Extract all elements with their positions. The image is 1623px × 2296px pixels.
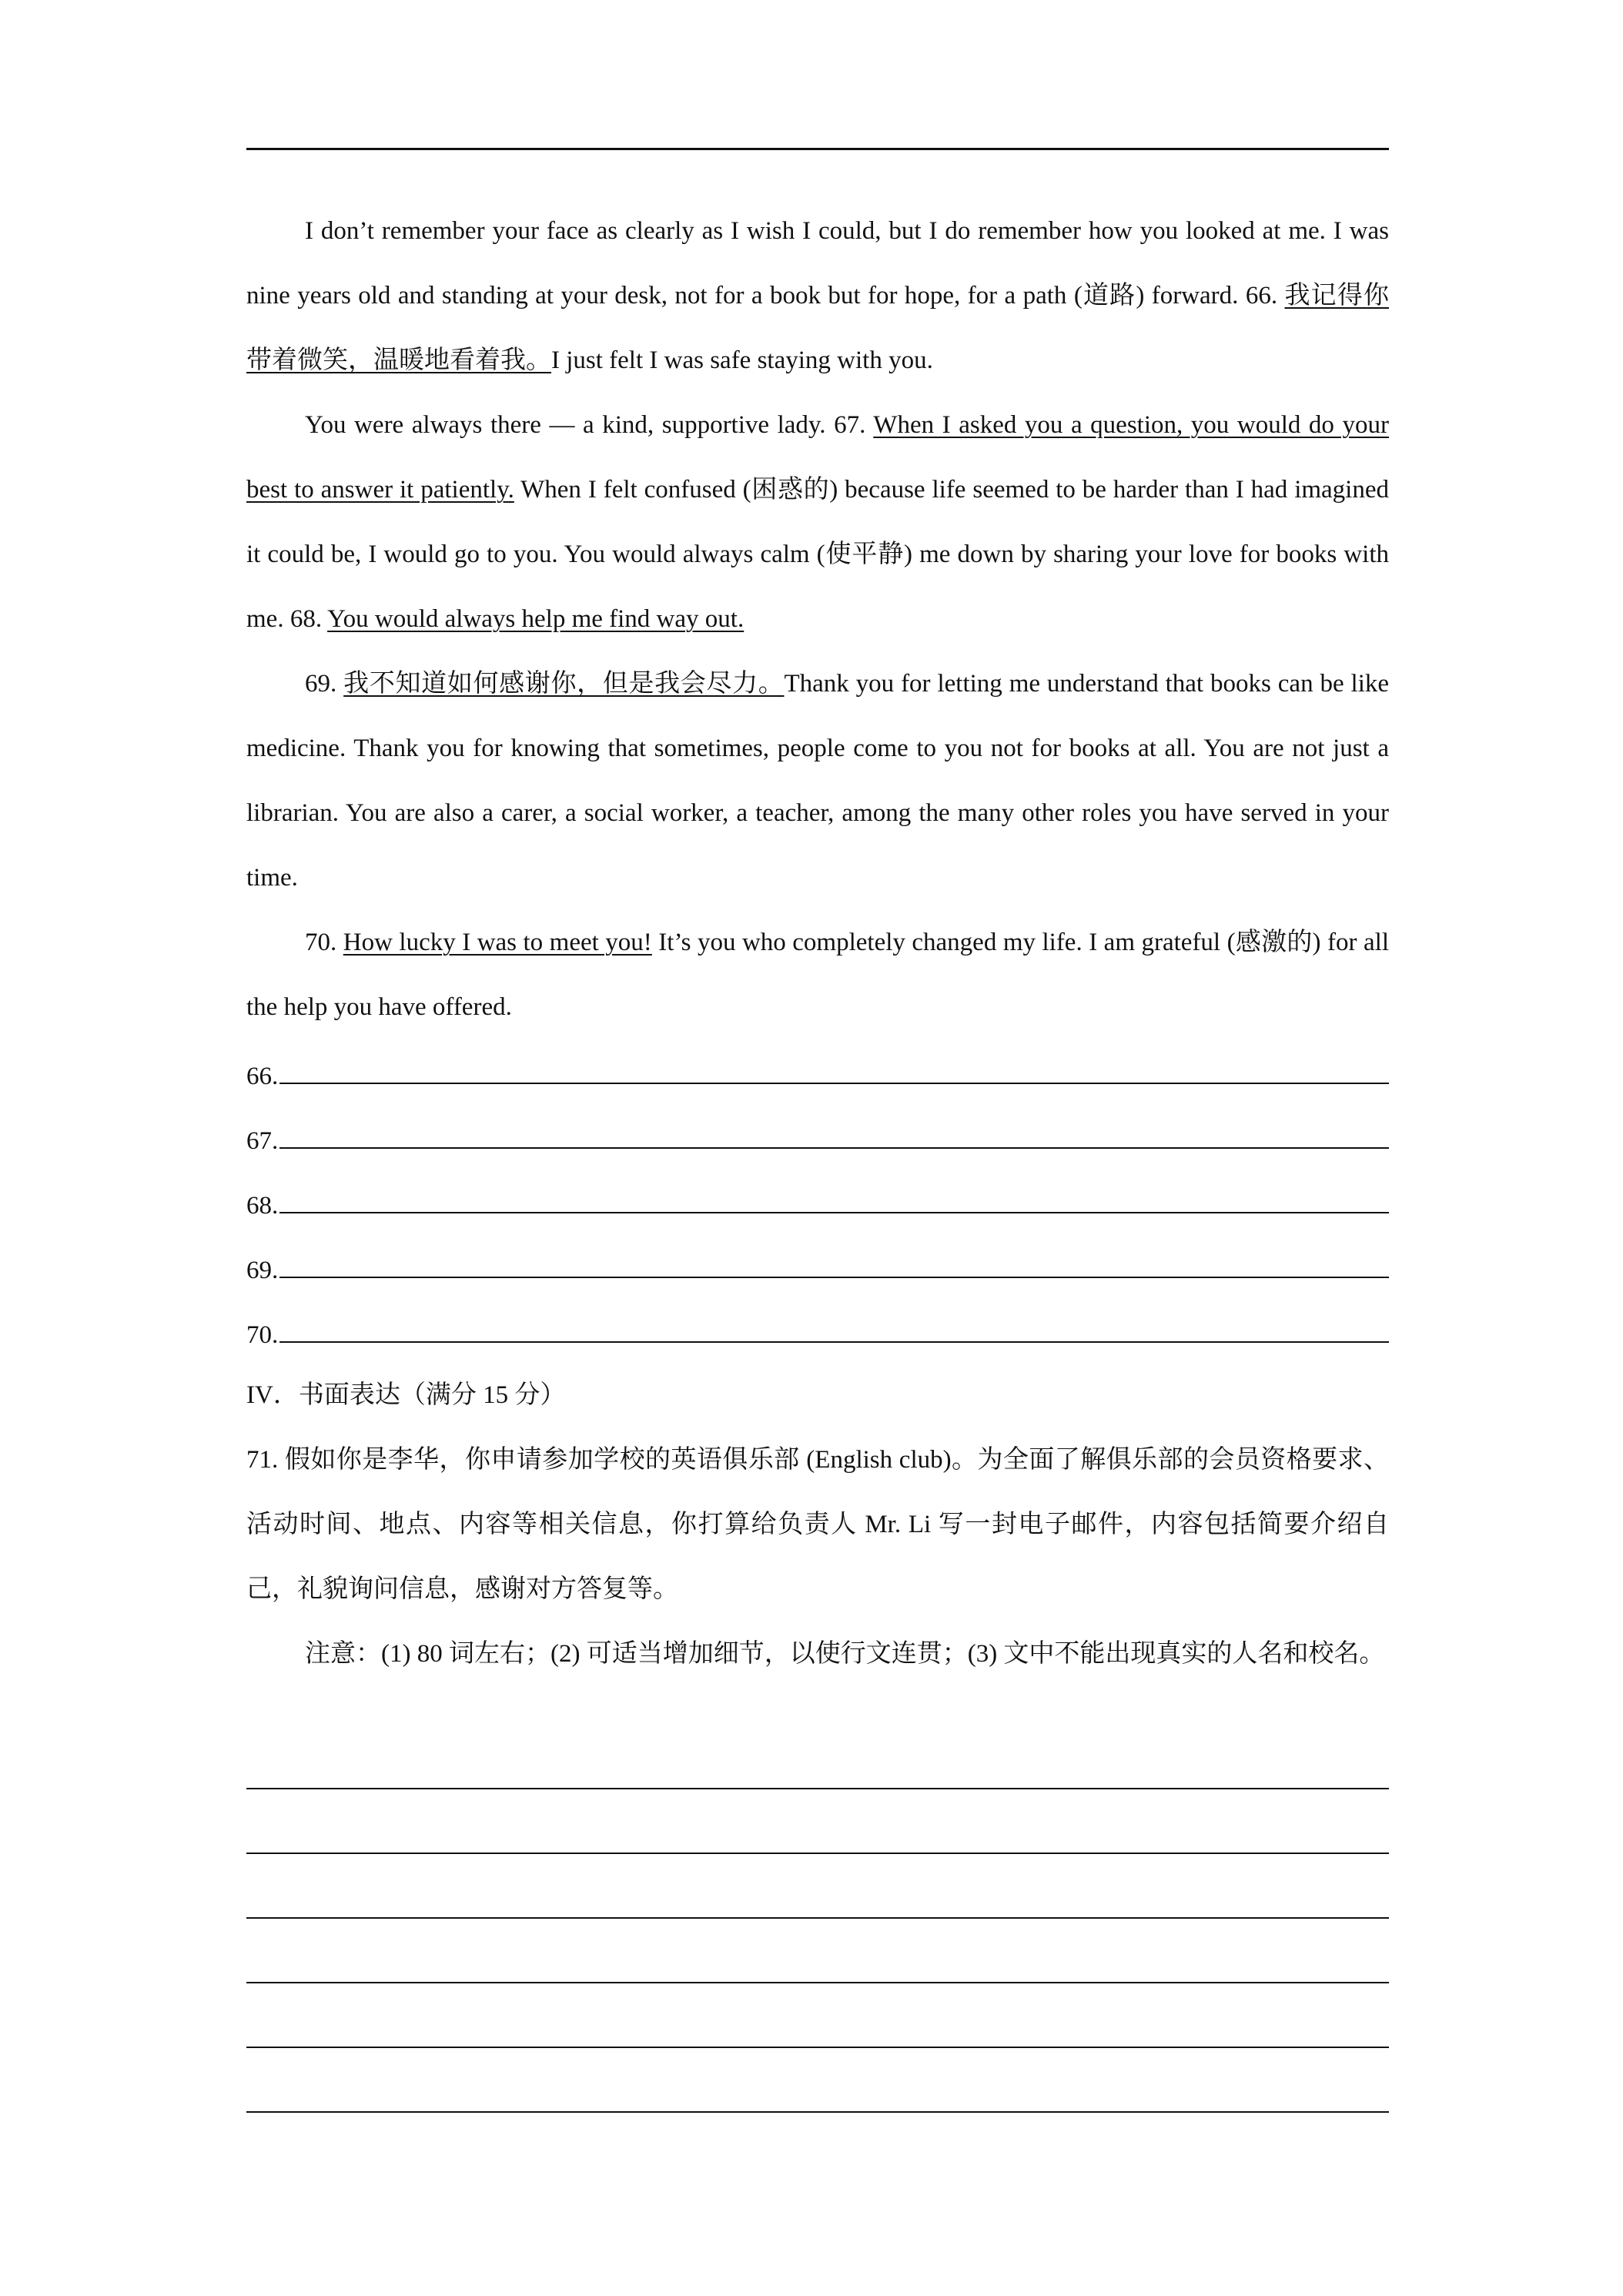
underlined-sentence-68: You would always help me find way out. [327,605,745,633]
writing-blank-line[interactable] [246,2111,1389,2113]
section-title-writing: IV．书面表达（满分 15 分） [246,1381,566,1409]
writing-prompt: 71. 假如你是李华，你申请参加学校的英语俱乐部 (English club)。为全面了解俱乐部的会员资格要求、活动时间、地点、内容等相关信息，你打算给负责人 Mr. Li 写一封电子邮件，内容包括简要介绍自己，礼貌询问信息，感谢对方答复等。 [246,1446,1389,1603]
underlined-sentence-69: 我不知道如何感谢你，但是我会尽力。 [343,670,785,698]
writing-blank-line[interactable] [246,1982,1389,1983]
writing-blank-line[interactable] [246,2047,1389,2048]
writing-blank-line[interactable] [246,1917,1389,1919]
writing-note: 注意：(1) 80 词左右；(2) 可适当增加细节，以使行文连贯；(3) 文中不能出现真实的人名和校名。 [305,1640,1385,1668]
p4-text-b: It’s you who completely changed my life. I am grateful (感激的) for all the help you have offered. [246,929,1389,1021]
answer-number: 68. [246,1192,279,1220]
answer-line-68[interactable] [246,1169,1389,1233]
underlined-sentence-66: 我记得你带着微笑，温暖地看着我。 [246,282,1389,374]
answer-number: 70. [246,1321,279,1349]
answer-line-69[interactable] [246,1233,1389,1298]
passage-paragraph-3 [246,651,1389,910]
underlined-sentence-67: When I asked you a question, you would do your best to answer it patiently. [246,411,1389,504]
p2-text-a: You were always there — a kind, supportive lady. 67. [305,411,874,439]
answer-blank[interactable] [279,1039,1389,1084]
passage-paragraph-2 [246,393,1389,651]
answer-line-70[interactable] [246,1298,1389,1363]
passage-paragraph-4 [246,910,1389,1039]
p1-text-a: I don’t remember your face as clearly as I wish I could, but I do remember how you looked at me. I was nine years old and standing at your desk, not for a book but for hope, for a path (道路) forward. 66. [246,217,1389,310]
answer-blank[interactable] [279,1298,1389,1343]
answer-line-66[interactable] [246,1039,1389,1104]
answer-number: 67. [246,1127,279,1155]
answer-number: 66. [246,1063,279,1090]
p3-text-a: 69. [305,670,344,698]
p2-text-b: When I felt confused (困惑的) because life seemed to be harder than I had imagined it could be, I would go to you. You would always calm (使平静) me down by sharing your love for books with me. 68. [246,476,1389,633]
writing-blank-line[interactable] [246,1788,1389,1789]
header-rule [246,148,1389,150]
p4-text-a: 70. [305,929,343,956]
answer-blank[interactable] [279,1233,1389,1278]
p1-text-b: I just felt I was safe staying with you. [551,346,933,374]
p3-text-b: Thank you for letting me understand that books can be like medicine. Thank you for knowing that sometimes, people come to you not for books at all. You are not just a librarian. You are also a carer, a social worker, a teacher, among the many other roles you have served in your time. [246,670,1390,892]
passage-paragraph-1 [246,199,1389,393]
answer-blank[interactable] [279,1169,1389,1213]
underlined-sentence-70: How lucky I was to meet you! [343,929,652,956]
answer-blank[interactable] [279,1104,1389,1149]
writing-blank-line[interactable] [246,1853,1389,1854]
answer-line-67[interactable] [246,1104,1389,1169]
answer-number: 69. [246,1257,279,1284]
